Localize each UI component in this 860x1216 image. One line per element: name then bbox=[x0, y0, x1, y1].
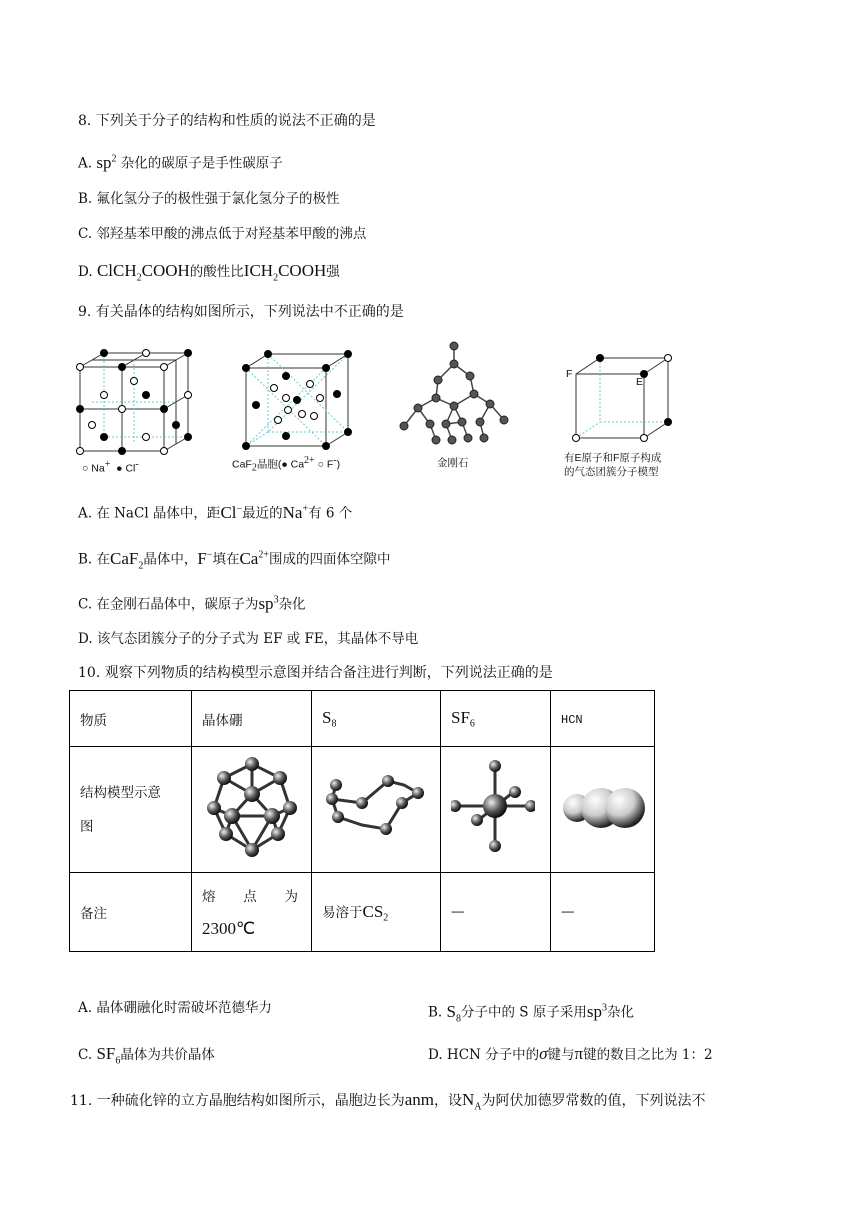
cell-sf6-model bbox=[441, 747, 551, 873]
cell-hcn-note: — bbox=[551, 873, 655, 952]
q10-option-c: C. $SF_6$晶体为共价晶体 bbox=[78, 1044, 215, 1067]
sf6-octahedral-model bbox=[451, 758, 535, 858]
cell-model-label: 结构模型示意 图 bbox=[70, 747, 192, 873]
q10-option-a: A. 晶体硼融化时需破坏范德华力 bbox=[78, 1000, 272, 1016]
cell-sf6-note: — bbox=[441, 873, 551, 952]
cluster-caption-line1: 有E原子和F原子构成 bbox=[564, 452, 662, 464]
s8-ring-model bbox=[322, 773, 432, 843]
q8-a-label: A. bbox=[78, 155, 93, 172]
q8-option-a bbox=[78, 150, 283, 173]
cell-boron-model bbox=[192, 747, 312, 873]
cell-hcn-header: HCN bbox=[551, 691, 655, 747]
cell-substance-header: 物质 bbox=[70, 691, 192, 747]
q8-a-text: 杂化的碳原子是手性碳原子 bbox=[120, 155, 283, 172]
diamond-caption: 金刚石 bbox=[437, 457, 469, 469]
cluster-caption-line2: 的气态团簇分子模型 bbox=[564, 466, 659, 478]
caf2-caption: CaF$_2$晶胞(● $Ca^{2+}$ ○ F-) bbox=[232, 455, 341, 474]
cell-sf6-header: $SF_6$ bbox=[441, 691, 551, 747]
cluster-label-f: F bbox=[566, 368, 573, 380]
q9-option-d: D. 该气态团簇分子的分子式为 EF 或 FE，其晶体不导电 bbox=[78, 631, 419, 647]
caf2-crystal-figure bbox=[238, 350, 353, 450]
cluster-label-e: E bbox=[636, 376, 644, 388]
q10-stem: 10. 观察下列物质的结构模型示意图并结合备注进行判断，下列说法正确的是 bbox=[78, 665, 553, 681]
nacl-crystal-figure bbox=[72, 345, 192, 455]
q9-option-a: A. 在 NaCl 晶体中，距Cl−最近的Na+有 6 个 bbox=[78, 502, 353, 522]
cell-note-label: 备注 bbox=[70, 873, 192, 952]
q9-stem: 9. 有关晶体的结构如图所示，下列说法中不正确的是 bbox=[78, 304, 404, 320]
q10-structure-table bbox=[69, 690, 655, 952]
cell-s8-model bbox=[312, 747, 441, 873]
cell-s8-header: $S_8$ bbox=[312, 691, 441, 747]
q8-option-d: D. ClCH$_2$COOH的酸性比$ICH_2COOH$强 bbox=[78, 261, 340, 284]
q10-option-b: B. $S_8$分子中的 S 原子采用$sp^3$杂化 bbox=[428, 1001, 634, 1025]
q11-stem: 11. 一种硫化锌的立方晶胞结构如图所示，晶胞边长为anm，设$N_A$为阿伏加德罗常数的值，下列说法不 bbox=[70, 1090, 706, 1113]
hcn-spacefill-model bbox=[561, 782, 647, 834]
cluster-molecule-figure bbox=[562, 352, 674, 444]
nacl-legend: ○ Na+ ● Cl- bbox=[82, 459, 139, 475]
q9-option-b: B. 在CaF$_2$晶体中，F−填在$Ca^{2+}$围成的四面体空隙中 bbox=[78, 548, 391, 572]
q8-option-c: C. 邻羟基苯甲酸的沸点低于对羟基苯甲酸的沸点 bbox=[78, 226, 367, 242]
q9-option-c: C. 在金刚石晶体中，碳原子为$sp^3$杂化 bbox=[78, 593, 306, 613]
cell-s8-note: 易溶于$CS_2$ bbox=[312, 873, 441, 952]
q10-option-d: D. HCN 分子中的σ键与π键的数目之比为 1：2 bbox=[428, 1044, 713, 1063]
cell-hcn-model bbox=[551, 747, 655, 873]
boron-icosahedron-model bbox=[202, 756, 298, 860]
q8-stem: 8. 下列关于分子的结构和性质的说法不正确的是 bbox=[78, 113, 376, 129]
cell-boron-note: 熔 点 为 2300℃ bbox=[192, 873, 312, 952]
diamond-crystal-figure bbox=[396, 340, 511, 452]
q8-a-sp: $sp^2$ bbox=[96, 152, 117, 172]
q8-option-b: B. 氟化氢分子的极性强于氯化氢分子的极性 bbox=[78, 191, 340, 207]
cell-boron-header: 晶体硼 bbox=[192, 691, 312, 747]
